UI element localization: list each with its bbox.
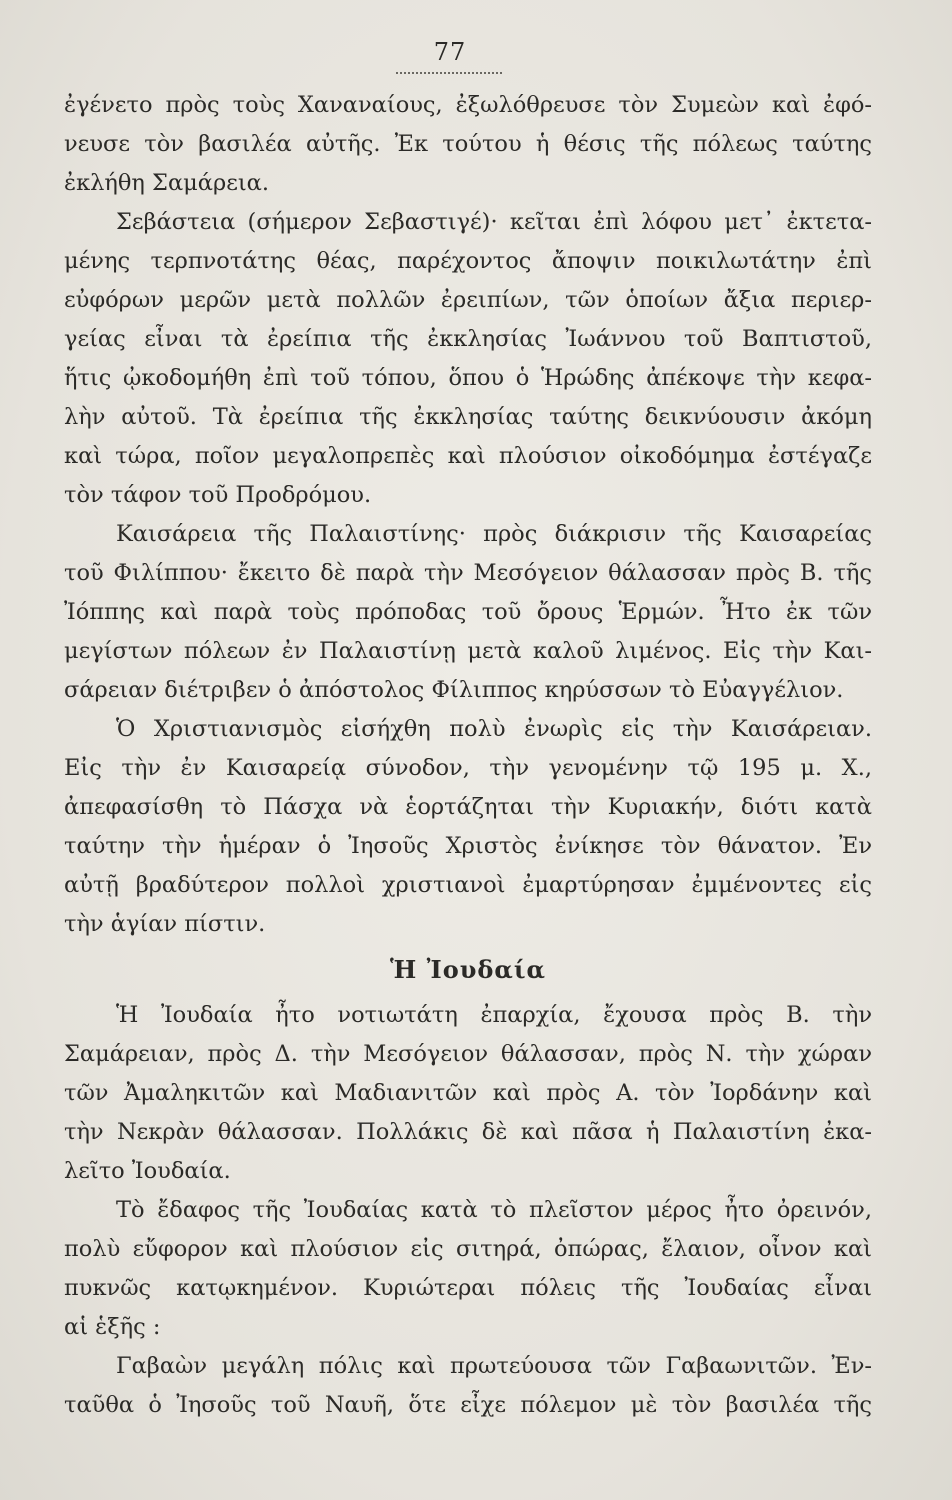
text-line: καὶ τώρα, ποῖον μεγαλοπρεπὲς καὶ πλούσιον οἰκοδόμημα ἐστέγαζε [64,443,872,469]
text-line: Τὸ ἔδαφος τῆς Ἰουδαίας κατὰ τὸ πλεῖστον μέρος ἦτο ὀρεινόν, [116,1197,872,1223]
page-body [64,86,872,1425]
text-line: αἱ ἑξῆς : [64,1314,161,1340]
text-line: αὐτῇ βραδύτερον πολλοὶ χριστιανοὶ ἐμαρτύρησαν ἐμμένοντες εἰς [64,872,872,898]
page-number: 77 [433,38,467,66]
text-line: ταῦθα ὁ Ἰησοῦς τοῦ Ναυῆ, ὅτε εἶχε πόλεμον μὲ τὸν βασιλέα τῆς [64,1392,872,1418]
text-line: τὴν ἁγίαν πίστιν. [64,911,266,937]
text-line: Εἰς τὴν ἐν Καισαρείᾳ σύνοδον, τὴν γενομένην τῷ 195 μ. Χ., [64,755,872,781]
text-line: Σαμάρειαν, πρὸς Δ. τὴν Μεσόγειον θάλασσαν, πρὸς Ν. τὴν χώραν [64,1041,872,1067]
section-heading: Ἡ Ἰουδαία [390,955,546,984]
text-line: ἥτις ᾠκοδομήθη ἐπὶ τοῦ τόπου, ὅπου ὁ Ἡρώδης ἀπέκοψε τὴν κεφα- [64,365,872,391]
text-line: Γαβαὼν μεγάλη πόλις καὶ πρωτεύουσα τῶν Γαβαωνιτῶν. Ἐν- [116,1353,872,1379]
text-line: ἀπεφασίσθη τὸ Πάσχα νὰ ἑορτάζηται τὴν Κυριακήν, διότι κατὰ [64,794,872,820]
text-line: ἐκλήθη Σαμάρεια. [64,170,270,196]
text-line: εὐφόρων μερῶν μετὰ πολλῶν ἐρειπίων, τῶν ὁποίων ἄξια περιερ- [64,287,872,313]
text-line: λὴν αὐτοῦ. Τὰ ἐρείπια τῆς ἐκκλησίας ταύτης δεικνύουσιν ἀκόμη [64,404,872,430]
text-line: τῶν Ἀμαληκιτῶν καὶ Μαδιανιτῶν καὶ πρὸς Α. τὸν Ἰορδάνην καὶ [64,1080,872,1106]
text-line: Ὁ Χριστιανισμὸς εἰσήχθη πολὺ ἐνωρὶς εἰς τὴν Καισάρειαν. [116,716,872,742]
text-line: ταύτην τὴν ἡμέραν ὁ Ἰησοῦς Χριστὸς ἐνίκησε τὸν θάνατον. Ἐν [64,833,872,859]
header-rule [396,72,502,74]
text-line: σάρειαν διέτριβεν ὁ ἀπόστολος Φίλιππος κηρύσσων τὸ Εὐαγγέλιον. [64,677,844,703]
text-line: Ἡ Ἰουδαία ἦτο νοτιωτάτη ἐπαρχία, ἔχουσα πρὸς Β. τὴν [116,1002,872,1028]
text-line: νευσε τὸν βασιλέα αὐτῆς. Ἐκ τούτου ἡ θέσις τῆς πόλεως ταύτης [64,131,872,157]
text-block-before-heading [64,86,872,944]
text-block-after-heading [64,996,872,1425]
text-line: τοῦ Φιλίππου· ἔκειτο δὲ παρὰ τὴν Μεσόγειον θάλασσαν πρὸς Β. τῆς [64,560,872,586]
text-line: τὸν τάφον τοῦ Προδρόμου. [64,482,372,508]
text-line: πολὺ εὔφορον καὶ πλούσιον εἰς σιτηρά, ὀπώρας, ἔλαιον, οἶνον καὶ [64,1236,872,1262]
text-line: Καισάρεια τῆς Παλαιστίνης· πρὸς διάκρισιν τῆς Καισαρείας [116,521,872,547]
text-line: τὴν Νεκρὰν θάλασσαν. Πολλάκις δὲ καὶ πᾶσα ἡ Παλαιστίνη ἐκα- [64,1119,872,1145]
text-line: λεῖτο Ἰουδαία. [64,1158,231,1184]
text-line: ἐγένετο πρὸς τοὺς Χαναναίους, ἐξωλόθρευσε τὸν Συμεὼν καὶ ἐφό- [64,92,872,118]
text-line: γείας εἶναι τὰ ἐρείπια τῆς ἐκκλησίας Ἰωάννου τοῦ Βαπτιστοῦ, [64,326,872,352]
text-line: μένης τερπνοτάτης θέας, παρέχοντος ἄποψιν ποικιλωτάτην ἐπὶ [64,248,872,274]
text-line: Ἰόππης καὶ παρὰ τοὺς πρόποδας τοῦ ὄρους Ἑρμών. Ἦτο ἐκ τῶν [64,599,872,625]
text-line: πυκνῶς κατῳκημένον. Κυριώτεραι πόλεις τῆς Ἰουδαίας εἶναι [64,1275,872,1301]
text-line: Σεβάστεια (σήμερον Σεβαστιγέ)· κεῖται ἐπὶ λόφου μετ᾽ ἐκτετα- [116,209,872,235]
text-line: μεγίστων πόλεων ἐν Παλαιστίνῃ μετὰ καλοῦ λιμένος. Εἰς τὴν Και- [64,638,872,664]
